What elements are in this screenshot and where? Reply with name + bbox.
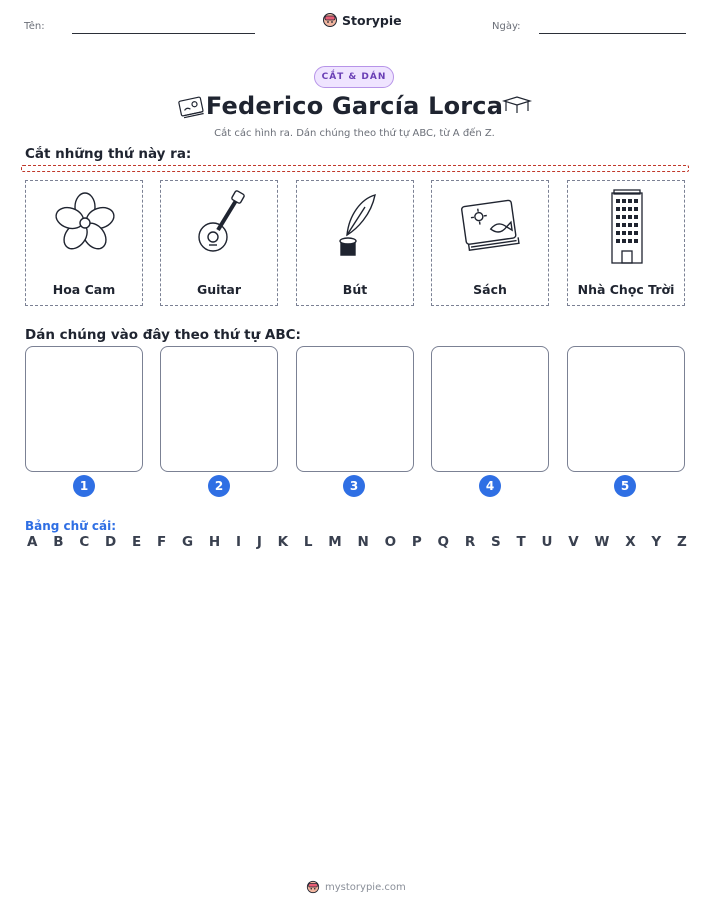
brand-name: Storypie [342,12,402,28]
alphabet-letter: W [594,534,610,550]
quill-pen-icon [321,189,391,259]
orange-blossom-icon [50,189,120,257]
slot-number-1: 1 [73,475,95,497]
storypie-mascot-icon [322,12,338,28]
card-label: Sách [473,282,507,297]
cut-card-guitar[interactable] [160,180,278,306]
paste-slot-4[interactable] [431,346,549,472]
skyscraper-icon [592,189,662,265]
guitar-icon [185,189,255,259]
book-icon [456,189,526,259]
cut-card-orange-blossom[interactable] [25,180,143,306]
paste-slot-3[interactable] [296,346,414,472]
desk-decoration-icon [501,95,533,115]
page-title: Federico García Lorca [205,92,504,120]
alphabet-letter: X [625,534,636,550]
alphabet-letter: T [516,534,526,550]
date-label: Ngày: [492,21,521,32]
paste-slot-5[interactable] [567,346,685,472]
alphabet-letter: F [157,534,167,550]
alphabet-letter: K [277,534,289,550]
name-write-line[interactable] [72,33,255,34]
paste-slot-2[interactable] [160,346,278,472]
paste-section-heading: Dán chúng vào đây theo thứ tự ABC: [25,327,301,343]
brand-logo [322,12,402,28]
alphabet-row [27,534,687,550]
name-label: Tên: [24,21,45,32]
paste-slot-1[interactable] [25,346,143,472]
alphabet-letter: E [132,534,142,550]
slot-number-3: 3 [343,475,365,497]
alphabet-letter: V [568,534,579,550]
alphabet-letter: D [105,534,117,550]
alphabet-letter: Q [437,534,450,550]
alphabet-letter: B [53,534,64,550]
activity-badge: CẮT & DÁN [314,66,394,88]
instructions: Cắt các hình ra. Dán chúng theo thứ tự ABC, từ A đến Z. [214,128,495,139]
alphabet-letter: L [303,534,313,550]
slot-number-2: 2 [208,475,230,497]
alphabet-letter: U [541,534,553,550]
alphabet-letter: Z [676,534,687,550]
slot-number-5: 5 [614,475,636,497]
storypie-mascot-icon [306,880,320,894]
alphabet-letter: M [328,534,342,550]
alphabet-letter: G [182,534,194,550]
card-label: Hoa Cam [52,282,116,297]
alphabet-letter: C [79,534,90,550]
alphabet-letter: I [236,534,242,550]
alphabet-letter: P [411,534,422,550]
cut-card-book[interactable] [431,180,549,306]
card-label: Guitar [196,282,242,297]
alphabet-letter: J [256,534,262,550]
cut-guide-line [21,165,689,172]
alphabet-letter: N [357,534,369,550]
footer [306,880,406,894]
alphabet-letter: O [384,534,397,550]
card-label: Bút [342,282,368,297]
alphabet-letter: Y [651,534,662,550]
alphabet-letter: S [491,534,501,550]
alphabet-heading: Bảng chữ cái: [25,519,117,533]
cut-card-skyscraper[interactable] [567,180,685,306]
cut-card-pen[interactable] [296,180,414,306]
alphabet-letter: A [27,534,38,550]
alphabet-letter: R [464,534,476,550]
alphabet-letter: H [208,534,221,550]
date-write-line[interactable] [539,33,686,34]
footer-site[interactable]: mystorypie.com [325,881,406,893]
card-label: Nhà Chọc Trời [577,282,675,297]
cut-section-heading: Cắt những thứ này ra: [25,146,192,162]
slot-number-4: 4 [479,475,501,497]
